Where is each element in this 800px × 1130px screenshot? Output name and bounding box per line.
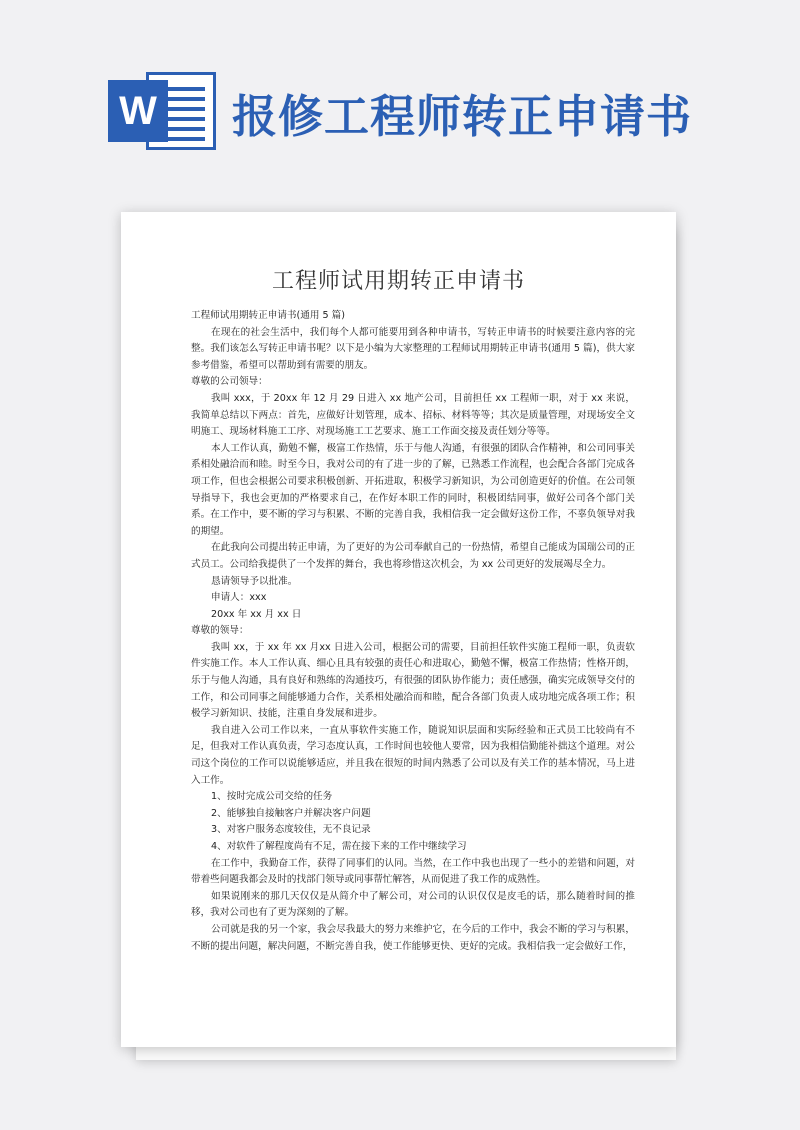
paragraph: 如果说刚来的那几天仅仅是从简介中了解公司，对公司的认识仅仅是皮毛的话，那么随着时间的推移，我对公司也有了更为深刻的了解。 [191, 890, 635, 919]
document-title: 工程师试用期转正申请书 [271, 269, 525, 294]
paragraph: 我叫 xx，于 xx 年 xx 月xx 日进入公司，根据公司的需要，目前担任软件实施工程师一职，负责软件实施工作。本人工作认真、细心且具有较强的责任心和进取心，勤勉不懈，极富工作热情；性格开朗，乐于与他人沟通，具有良好和熟练的沟通技巧，有很强的团队协作能力；责任感强，确实完成领导交付的工作，和公司同事之间能够通力合作，关系相处融洽而和睦，配合各部门负责人成功地完成各项工作；积极学习新知识、技能，注重自身发展和进步。 [191, 641, 635, 720]
document-page [121, 212, 676, 1047]
document-body [191, 308, 635, 955]
paragraph: 我叫 xxx，于 20xx 年 12 月 29 日进入 xx 地产公司，目前担任 xx 工程师一职，对于 xx 来说，我简单总结以下两点：首先，应做好计划管理，成本、招标、材料等等；其次是质量管理，对现场安全文明施工、现场材料施工工序、对现场施工工艺要求、施工工作面交接及责任划分等等。 [191, 392, 635, 438]
list-item: 3、对客户服务态度较佳，无不良记录 [211, 824, 371, 836]
paragraph: 公司就是我的另一个家，我会尽我最大的努力来维护它，在今后的工作中，我会不断的学习与积累，不断的提出问题，解决问题，不断完善自我，使工作能够更快、更好的完成。我相信我一定会做好工作， [191, 923, 635, 952]
banner-header [0, 0, 800, 190]
doc-heading-line: 工程师试用期转正申请书(通用 5 篇) [191, 310, 346, 321]
paragraph: 在工作中，我勤奋工作，获得了同事们的认同。当然，在工作中我也出现了一些小的差错和问题，对带着些问题我都会及时的找部门领导或同事帮忙解答，从而促进了我工作的成熟性。 [191, 857, 635, 886]
banner-title: 报修工程师转正申请书 [232, 90, 693, 143]
paragraph: 本人工作认真，勤勉不懈，极富工作热情，乐于与他人沟通，有很强的团队合作精神，和公司同事关系相处融洽而和睦。时至今日，我对公司的有了进一步的了解，已熟悉工作流程，也会配合各部门完成各项工作，但也会根据公司要求积极创新、开拓进取，积极学习新知识，为公司创造更好的价值。在公司领导指导下，我也会更加的严格要求自己，在作好本职工作的同时，积极团结同事，做好公司各个部门关系。在工作中，要不断的学习与积累、不断的完善自我，我相信我一定会做好这份工作，不辜负领导对我的期望。 [191, 442, 635, 537]
paragraph: 在此我向公司提出转正申请，为了更好的为公司奉献自己的一份热情，希望自己能成为国瑞公司的正式员工。公司给我提供了一个发挥的舞台，我也将珍惜这次机会，为 xx 公司更好的发展竭尽全力。 [191, 542, 635, 570]
applicant-signature: 申请人：xxx [211, 592, 267, 604]
salutation: 尊敬的领导： [191, 625, 249, 637]
list-item: 4、对软件了解程度尚有不足，需在接下来的工作中继续学习 [211, 841, 467, 852]
paragraph: 在现在的社会生活中，我们每个人都可能要用到各种申请书，写转正申请书的时候要注意内容的完整。我们该怎么写转正申请书呢？以下是小编为大家整理的工程师试用期转正申请书(通用 5 篇)，供大家参考借鉴，希望可以帮助到有需要的朋友。 [191, 326, 635, 371]
paragraph: 我自进入公司工作以来，一直从事软件实施工作，随说知识层面和实际经验和正式员工比较尚有不足，但我对工作认真负责，学习态度认真，工作时间也较他人要常，因为我相信勤能补拙这个道理。对公司这个岗位的工作可以说能够适应，并且我在很短的时间内熟悉了公司以及有关工作的基本情况，马上进入工作。 [191, 724, 635, 786]
list-item: 2、能够独自接触客户并解决客户问题 [211, 807, 371, 819]
signature-date: 20xx 年 xx 月 xx 日 [211, 608, 302, 620]
closing-request: 恳请领导予以批准。 [211, 575, 298, 587]
list-item: 1、按时完成公司交给的任务 [211, 791, 333, 803]
salutation: 尊敬的公司领导： [191, 376, 268, 388]
word-logo-letter: W [108, 80, 168, 142]
word-document-icon [108, 72, 218, 150]
